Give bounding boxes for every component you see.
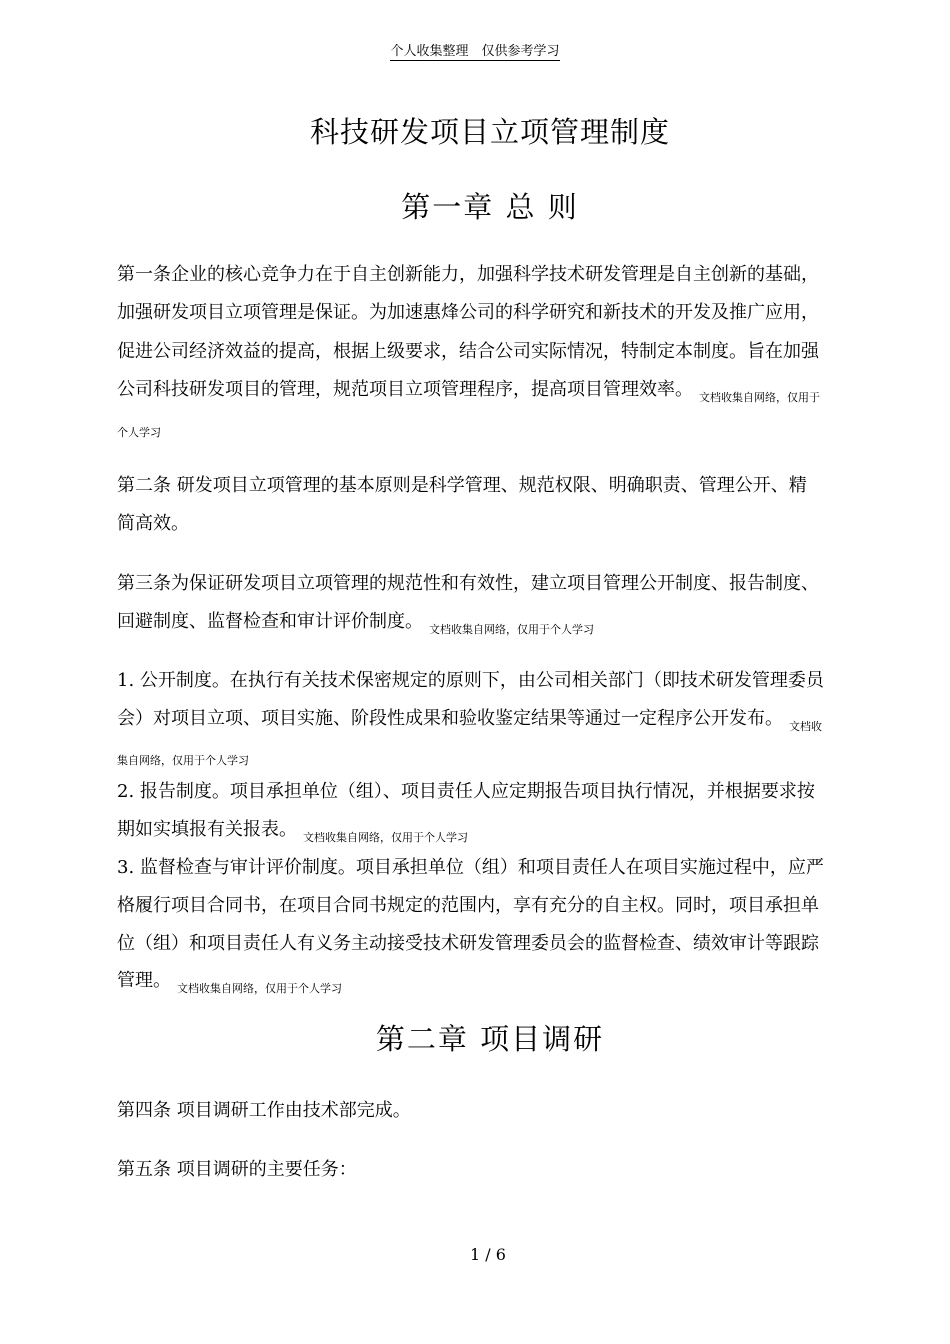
article-1-note-1: 文档收集自网络，仅用于: [699, 391, 820, 404]
article-2-line-2: 简高效。: [117, 513, 189, 534]
article-1-line-4-text: 公司科技研发项目的管理，规范项目立项管理程序，提高项目管理效率。: [117, 379, 693, 400]
article-2-line-1: 第二条 研发项目立项管理的基本原则是科学管理、规范权限、明确职责、管理公开、精: [117, 475, 807, 496]
item-1-line-1: 1. 公开制度。在执行有关技术保密规定的原则下，由公司相关部门（即技术研发管理委员: [117, 670, 824, 691]
article-3-note: 文档收集自网络，仅用于个人学习: [429, 623, 594, 636]
chapter-1-heading: 第一章 总 则: [401, 190, 579, 224]
item-3-line-4: [117, 969, 342, 1001]
item-2-line-2-text: 期如实填报有关报表。: [117, 819, 297, 840]
article-1-line-3: 促进公司经济效益的提高，根据上级要求，结合公司实际情况，特制定本制度。旨在加强: [117, 341, 819, 362]
item-3-line-4-text: 管理。: [117, 970, 171, 991]
article-3-line-2-text: 回避制度、监督检查和审计评价制度。: [117, 611, 423, 632]
chapter-2-heading: 第二章 项目调研: [375, 1022, 605, 1056]
item-2-line-2: [117, 818, 468, 850]
page-header-text: 个人收集整理 仅供参考学习: [390, 44, 560, 59]
item-1-note-1: 文档收: [789, 720, 822, 733]
article-3-line-2: [117, 610, 594, 642]
item-1-line-2: [117, 707, 822, 739]
article-1-line-4: [117, 378, 820, 410]
item-1-note-2: 集自网络，仅用于个人学习: [117, 754, 249, 767]
item-3-line-1: 3. 监督检查与审计评价制度。项目承担单位（组）和项目责任人在项目实施过程中，应严: [117, 857, 824, 878]
item-2-line-1: 2. 报告制度。项目承担单位（组）、项目责任人应定期报告项目执行情况，并根据要求按: [117, 781, 815, 802]
item-3-line-2: 格履行项目合同书，在项目合同书规定的范围内，享有充分的自主权。同时，项目承担单: [117, 895, 819, 916]
article-1-line-1: 第一条企业的核心竞争力在于自主创新能力，加强科学技术研发管理是自主创新的基础，: [117, 264, 819, 285]
article-4: 第四条 项目调研工作由技术部完成。: [117, 1100, 411, 1121]
document-title: 科技研发项目立项管理制度: [309, 115, 670, 149]
item-3-note: 文档收集自网络，仅用于个人学习: [177, 982, 342, 995]
page-header: [0, 40, 950, 59]
article-1-line-2: 加强研发项目立项管理是保证。为加速惠烽公司的科学研究和新技术的开发及推广应用，: [117, 302, 819, 323]
article-3-line-1: 第三条为保证研发项目立项管理的规范性和有效性，建立项目管理公开制度、报告制度、: [117, 573, 819, 594]
article-1-note-2: 个人学习: [117, 426, 161, 439]
item-2-note: 文档收集自网络，仅用于个人学习: [303, 831, 468, 844]
article-5: 第五条 项目调研的主要任务：: [117, 1159, 357, 1180]
item-1-line-2-text: 会）对项目立项、项目实施、阶段性成果和验收鉴定结果等通过一定程序公开发布。: [117, 708, 783, 729]
page-number: 1 / 6: [470, 1245, 506, 1264]
item-3-line-3: 位（组）和项目责任人有义务主动接受技术研发管理委员会的监督检查、绩效审计等跟踪: [117, 933, 819, 954]
